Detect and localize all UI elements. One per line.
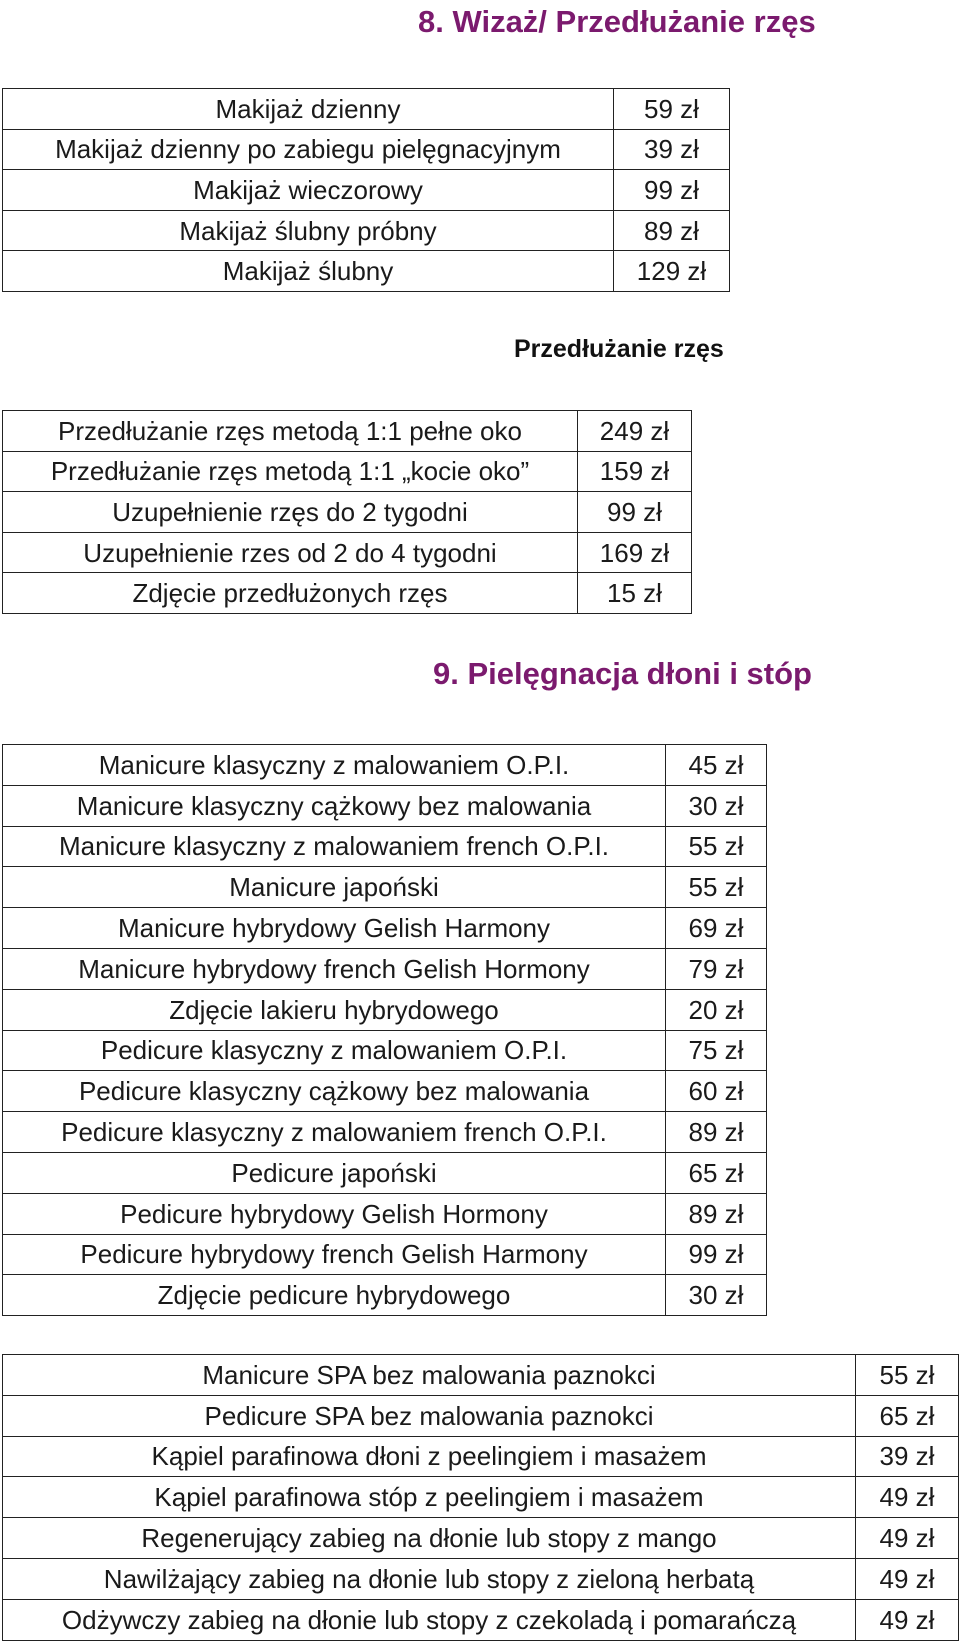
service-price: 65 zł — [666, 1152, 767, 1193]
price-row — [3, 89, 730, 130]
service-price: 75 zł — [666, 1030, 767, 1071]
service-name: Regenerujący zabieg na dłonie lub stopy z mango — [3, 1518, 856, 1559]
price-row — [3, 1599, 959, 1640]
service-price: 169 zł — [578, 532, 692, 573]
service-name: Przedłużanie rzęs metodą 1:1 pełne oko — [3, 411, 578, 452]
service-name: Kąpiel parafinowa dłoni z peelingiem i masażem — [3, 1436, 856, 1477]
service-name: Manicure klasyczny z malowaniem O.P.I. — [3, 745, 666, 786]
service-price: 39 zł — [856, 1436, 959, 1477]
price-row — [3, 989, 767, 1030]
price-row — [3, 1355, 959, 1396]
service-name: Makijaż ślubny — [3, 251, 614, 292]
price-row — [3, 948, 767, 989]
price-row — [3, 573, 692, 614]
price-row — [3, 1275, 767, 1316]
service-price: 129 zł — [614, 251, 730, 292]
service-name: Pedicure klasyczny z malowaniem french O.P.I. — [3, 1112, 666, 1153]
service-name: Zdjęcie pedicure hybrydowego — [3, 1275, 666, 1316]
price-row — [3, 210, 730, 251]
price-row — [3, 1071, 767, 1112]
service-name: Nawilżający zabieg na dłonie lub stopy z zieloną herbatą — [3, 1558, 856, 1599]
price-row — [3, 170, 730, 211]
service-name: Kąpiel parafinowa stóp z peelingiem i masażem — [3, 1477, 856, 1518]
price-row — [3, 532, 692, 573]
service-name: Uzupełnienie rzes od 2 do 4 tygodni — [3, 532, 578, 573]
price-row — [3, 908, 767, 949]
section-8-title: 8. Wizaż/ Przedłużanie rzęs — [418, 4, 816, 39]
price-row — [3, 1030, 767, 1071]
service-name: Pedicure klasyczny cążkowy bez malowania — [3, 1071, 666, 1112]
service-price: 65 zł — [856, 1395, 959, 1436]
service-name: Manicure klasyczny z malowaniem french O.P.I. — [3, 826, 666, 867]
price-row — [3, 492, 692, 533]
price-row — [3, 1152, 767, 1193]
price-row — [3, 745, 767, 786]
service-name: Odżywczy zabieg na dłonie lub stopy z czekoladą i pomarańczą — [3, 1599, 856, 1640]
service-price: 79 zł — [666, 948, 767, 989]
price-row — [3, 1436, 959, 1477]
service-price: 89 zł — [614, 210, 730, 251]
service-name: Makijaż dzienny po zabiegu pielęgnacyjnym — [3, 129, 614, 170]
spa-price-table — [2, 1354, 959, 1641]
price-row — [3, 1112, 767, 1153]
price-row — [3, 1518, 959, 1559]
price-row — [3, 826, 767, 867]
service-price: 49 zł — [856, 1477, 959, 1518]
section-9-title: 9. Pielęgnacja dłoni i stóp — [433, 656, 812, 691]
price-row — [3, 1477, 959, 1518]
price-row — [3, 867, 767, 908]
service-price: 30 zł — [666, 1275, 767, 1316]
service-price: 45 zł — [666, 745, 767, 786]
service-price: 55 zł — [856, 1355, 959, 1396]
service-price: 55 zł — [666, 867, 767, 908]
service-name: Makijaż ślubny próbny — [3, 210, 614, 251]
service-name: Makijaż wieczorowy — [3, 170, 614, 211]
service-price: 69 zł — [666, 908, 767, 949]
service-price: 49 zł — [856, 1558, 959, 1599]
service-name: Manicure japoński — [3, 867, 666, 908]
service-name: Pedicure hybrydowy Gelish Hormony — [3, 1193, 666, 1234]
service-price: 89 zł — [666, 1193, 767, 1234]
service-price: 49 zł — [856, 1518, 959, 1559]
service-price: 20 zł — [666, 989, 767, 1030]
service-name: Uzupełnienie rzęs do 2 tygodni — [3, 492, 578, 533]
price-row — [3, 411, 692, 452]
service-price: 30 zł — [666, 785, 767, 826]
service-price: 60 zł — [666, 1071, 767, 1112]
service-price: 159 zł — [578, 451, 692, 492]
service-price: 99 zł — [666, 1234, 767, 1275]
price-row — [3, 129, 730, 170]
price-row — [3, 451, 692, 492]
manicure-pedicure-price-table — [2, 744, 767, 1316]
service-name: Manicure hybrydowy Gelish Harmony — [3, 908, 666, 949]
service-name: Manicure SPA bez malowania paznokci — [3, 1355, 856, 1396]
service-price: 99 zł — [614, 170, 730, 211]
service-name: Pedicure japoński — [3, 1152, 666, 1193]
service-price: 249 zł — [578, 411, 692, 452]
lash-price-table — [2, 410, 692, 614]
service-price: 15 zł — [578, 573, 692, 614]
service-name: Pedicure klasyczny z malowaniem O.P.I. — [3, 1030, 666, 1071]
service-name: Przedłużanie rzęs metodą 1:1 „kocie oko” — [3, 451, 578, 492]
price-row — [3, 1558, 959, 1599]
service-price: 89 zł — [666, 1112, 767, 1153]
service-name: Makijaż dzienny — [3, 89, 614, 130]
service-name: Zdjęcie lakieru hybrydowego — [3, 989, 666, 1030]
service-name: Manicure klasyczny cążkowy bez malowania — [3, 785, 666, 826]
service-name: Zdjęcie przedłużonych rzęs — [3, 573, 578, 614]
service-price: 39 zł — [614, 129, 730, 170]
price-row — [3, 785, 767, 826]
makeup-price-table — [2, 88, 730, 292]
price-row — [3, 1234, 767, 1275]
service-name: Manicure hybrydowy french Gelish Hormony — [3, 948, 666, 989]
service-price: 99 zł — [578, 492, 692, 533]
service-price: 55 zł — [666, 826, 767, 867]
service-price: 49 zł — [856, 1599, 959, 1640]
service-name: Pedicure SPA bez malowania paznokci — [3, 1395, 856, 1436]
price-row — [3, 1395, 959, 1436]
price-row — [3, 251, 730, 292]
price-row — [3, 1193, 767, 1234]
service-price: 59 zł — [614, 89, 730, 130]
lash-extension-subtitle: Przedłużanie rzęs — [514, 335, 724, 363]
service-name: Pedicure hybrydowy french Gelish Harmony — [3, 1234, 666, 1275]
